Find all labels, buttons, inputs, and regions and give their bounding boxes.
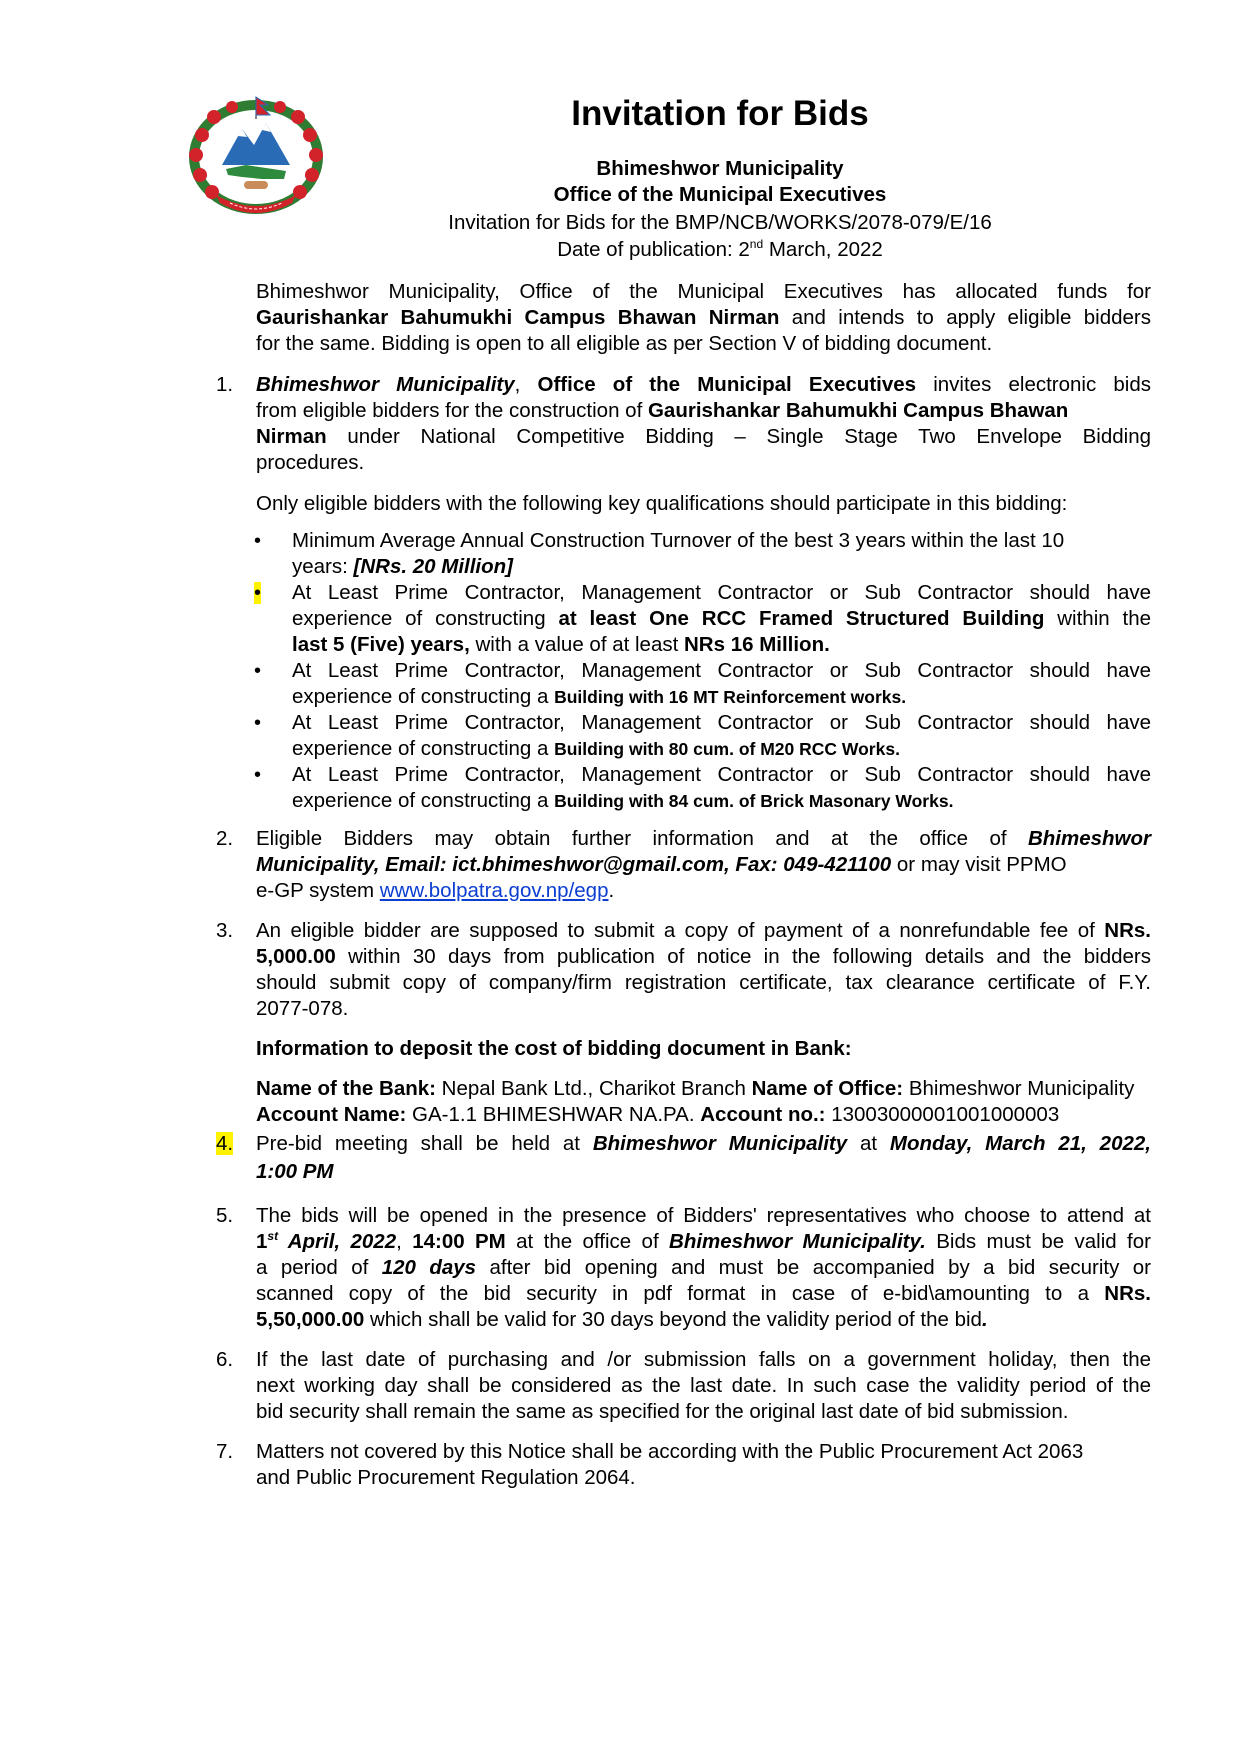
item3-line-1 xyxy=(256,918,1151,944)
account-no-label: Account no.: xyxy=(700,1103,826,1126)
project-name-part1: Gaurishankar Bahumukhi Campus Bhawan xyxy=(647,399,1069,422)
opening-day-sup: st xyxy=(267,1229,279,1244)
item2-line-3-a: e-GP system xyxy=(256,879,380,902)
publication-date-prefix: Date of publication: 2 xyxy=(557,238,750,261)
org-name: Bhimeshwor Municipality xyxy=(596,157,844,180)
intro-line-3: for the same. Bidding is open to all eligible as per Section V of bidding document. xyxy=(256,332,993,355)
item-number-1: 1. xyxy=(216,373,234,396)
qual4-line-1: At Least Prime Contractor, Management Contractor or Sub Contractor should have xyxy=(292,711,1151,734)
item2-line-1-a: Eligible Bidders may obtain further information and at the office of xyxy=(256,827,1028,850)
publication-date-sup: nd xyxy=(749,237,764,252)
item2-line-3-c: . xyxy=(608,879,615,902)
account-no-value: 13003000001001000003 xyxy=(825,1103,1060,1126)
qual3-line-2-a: experience of constructing a xyxy=(292,685,555,708)
qual1-line-1: Minimum Average Annual Construction Turnover of the best 3 years within the last 10 xyxy=(292,529,1065,552)
qual2-years: last 5 (Five) years, xyxy=(292,633,470,656)
publication-date-suffix: March, 2022 xyxy=(763,238,883,261)
nepal-emblem-logo xyxy=(182,95,330,219)
employer-name: Bhimeshwor Municipality xyxy=(256,373,515,396)
item6-line-1: If the last date of purchasing and /or submission falls on a government holiday, then the xyxy=(256,1348,1151,1371)
account-name-label: Account Name: xyxy=(256,1103,407,1126)
office-name-label: Name of Office: xyxy=(751,1077,904,1100)
qual2-line-2-a: experience of constructing xyxy=(292,607,559,630)
publication-date xyxy=(320,238,1120,262)
item5-comma: , xyxy=(396,1230,413,1253)
item-number-2: 2. xyxy=(216,827,234,850)
qual5-line-2-a: experience of constructing a xyxy=(292,789,555,812)
contact-details: Municipality, Email: ict.bhimeshwor@gmail.com, Fax: 049-421100 xyxy=(256,853,892,876)
item5-line-5-c: which shall be valid for 30 days beyond the validity period of the bid xyxy=(364,1308,982,1331)
item5-line-5-d: . xyxy=(981,1308,988,1331)
qual2-line-2-c: within the xyxy=(1044,607,1151,630)
intro-line-2 xyxy=(256,305,1151,331)
intro-line-2-rest: and intends to apply eligible bidders xyxy=(779,306,1151,329)
item1-comma: , xyxy=(514,373,538,396)
item-number-7: 7. xyxy=(216,1440,234,1463)
handshake-icon xyxy=(244,181,268,189)
qual2-building-req: at least One RCC Framed Structured Building xyxy=(558,607,1045,630)
bullet-5: • xyxy=(254,764,262,786)
item3-line-3: should submit copy of company/firm registration certificate, tax clearance certificate of F.Y. xyxy=(256,971,1151,994)
turnover-amount: [NRs. 20 Million] xyxy=(353,555,513,578)
validity-days: 120 days xyxy=(381,1256,477,1279)
item-number-6: 6. xyxy=(216,1348,234,1371)
opening-time: 14:00 PM xyxy=(412,1230,506,1253)
item5-at-office: at the office of xyxy=(505,1230,670,1253)
item4-line-1-a: Pre-bid meeting shall be held at xyxy=(256,1132,593,1155)
document-fee: 5,000.00 xyxy=(256,945,336,968)
prebid-time: 1:00 PM xyxy=(256,1160,334,1183)
qual4-line-2-a: experience of constructing a xyxy=(292,737,555,760)
qual4-line-2 xyxy=(292,736,1151,762)
qual5-requirement: Building with 84 cum. of Brick Masonary Works. xyxy=(554,791,954,811)
item3-line-2-c: within 30 days from publication of notice in the following details and the bidders xyxy=(335,945,1151,968)
item-number-5: 5. xyxy=(216,1204,234,1227)
qual2-line-1: At Least Prime Contractor, Management Contractor or Sub Contractor should have xyxy=(292,581,1151,604)
qualification-intro: Only eligible bidders with the following key qualifications should participate in this bidding: xyxy=(256,492,1068,515)
egp-link[interactable]: www.bolpatra.gov.np/egp xyxy=(379,879,609,902)
qual5-line-2 xyxy=(292,788,1151,814)
bank-name-label: Name of the Bank: xyxy=(256,1077,436,1100)
qual1-line-2-text: years: xyxy=(292,555,354,578)
account-name-value: GA-1.1 BHIMESHWAR NA.PA. xyxy=(406,1103,701,1126)
opening-date: April, 2022 xyxy=(278,1230,397,1253)
opening-office: Bhimeshwor Municipality. xyxy=(669,1230,926,1253)
prebid-date: Monday, March 21, 2022, xyxy=(889,1132,1151,1155)
bullet-4: • xyxy=(254,712,262,734)
bullet-2-mark: • xyxy=(254,582,262,604)
qual4-requirement: Building with 80 cum. of M20 RCC Works. xyxy=(554,739,900,759)
office-name: Office of the Municipal Executives xyxy=(553,183,887,206)
qual2-line-3-b: with a value of at least xyxy=(469,633,684,656)
qual2-value: NRs 16 Million. xyxy=(684,633,830,656)
item5-line-3 xyxy=(256,1255,1151,1281)
item1-line-2 xyxy=(256,398,1151,424)
bullet-1: • xyxy=(254,530,262,552)
item6-line-2: next working day shall be considered as the last date. In such case the validity period of the xyxy=(256,1374,1151,1397)
qual2-line-3 xyxy=(292,632,1151,658)
bank-name-value: Nepal Bank Ltd., Charikot Branch xyxy=(435,1077,752,1100)
bullet-3: • xyxy=(254,660,262,682)
item-number-3: 3. xyxy=(216,919,234,942)
item3-line-2 xyxy=(256,944,1151,970)
item5-line-3-a: a period of xyxy=(256,1256,382,1279)
item5-line-5 xyxy=(256,1307,1151,1333)
bank-line-1 xyxy=(256,1076,1196,1102)
item1-line-1-rest: invites electronic bids xyxy=(916,373,1152,396)
item5-currency: NRs. xyxy=(1104,1282,1151,1305)
item5-line-2 xyxy=(256,1229,1151,1255)
project-name-part2: Nirman xyxy=(256,425,327,448)
item2-line-2 xyxy=(256,852,1151,878)
item5-line-3-c: after bid opening and must be accompanied by a bid security or xyxy=(476,1256,1151,1279)
item3-currency: NRs. xyxy=(1104,919,1151,942)
item7-line-2: and Public Procurement Regulation 2064. xyxy=(256,1466,636,1489)
item1-line-2-text: from eligible bidders for the construction of xyxy=(256,399,648,422)
bank-line-2 xyxy=(256,1102,1151,1128)
map-of-nepal-icon xyxy=(226,165,286,179)
item1-line-3-rest: under National Competitive Bidding – Single Stage Two Envelope Bidding xyxy=(326,425,1151,448)
item3-line-1-a: An eligible bidder are supposed to submit a copy of payment of a nonrefundable fee of xyxy=(256,919,1105,942)
bid-security-amount: 5,50,000.00 xyxy=(256,1308,365,1331)
item3-line-4: 2077-078. xyxy=(256,997,349,1020)
reference-line: Invitation for Bids for the BMP/NCB/WORKS/2078-079/E/16 xyxy=(448,211,992,234)
item1-line-3 xyxy=(256,424,1151,450)
intro-line-1: Bhimeshwor Municipality, Office of the Municipal Executives has allocated funds for xyxy=(256,280,1151,303)
item5-line-2-end: Bids must be valid for xyxy=(925,1230,1151,1253)
item-number-4-text: 4. xyxy=(216,1132,234,1155)
qual2-line-2 xyxy=(292,606,1151,632)
item2-line-1 xyxy=(256,826,1151,852)
item2-line-2-c: or may visit PPMO xyxy=(891,853,1067,876)
item5-line-4-a: scanned copy of the bid security in pdf format in case of e-bid\amounting to a xyxy=(256,1282,1105,1305)
item5-line-4 xyxy=(256,1281,1151,1307)
item4-line-1 xyxy=(256,1131,1151,1157)
document-title: Invitation for Bids xyxy=(571,94,869,133)
bank-info-heading: Information to deposit the cost of bidding document in Bank: xyxy=(256,1037,852,1060)
item5-line-1: The bids will be opened in the presence of Bidders' representatives who choose to attend at xyxy=(256,1204,1151,1227)
office-name-value: Bhimeshwor Municipality xyxy=(903,1077,1135,1100)
opening-day: 1 xyxy=(256,1230,268,1253)
project-name: Gaurishankar Bahumukhi Campus Bhawan Nirman xyxy=(256,306,780,329)
bullet-2 xyxy=(254,580,261,606)
item7-line-1: Matters not covered by this Notice shall be according with the Public Procurement Act 2063 xyxy=(256,1440,1084,1463)
qual5-line-1: At Least Prime Contractor, Management Contractor or Sub Contractor should have xyxy=(292,763,1151,786)
item2-line-3 xyxy=(256,878,1151,904)
item6-line-3: bid security shall remain the same as specified for the original last date of bid submission. xyxy=(256,1400,1069,1423)
qual3-requirement: Building with 16 MT Reinforcement works. xyxy=(554,687,907,707)
item2-office: Bhimeshwor xyxy=(1027,827,1151,850)
mountain-icon xyxy=(222,123,290,165)
qual3-line-2 xyxy=(292,684,1151,710)
employer-office: Office of the Municipal Executives xyxy=(537,373,917,396)
prebid-venue: Bhimeshwor Municipality xyxy=(592,1132,848,1155)
item1-line-4: procedures. xyxy=(256,451,365,474)
item4-at: at xyxy=(847,1132,890,1155)
qual3-line-1: At Least Prime Contractor, Management Contractor or Sub Contractor should have xyxy=(292,659,1151,682)
qual1-line-2 xyxy=(292,554,1151,580)
item-number-4 xyxy=(216,1131,233,1157)
item1-line-1 xyxy=(256,372,1151,398)
